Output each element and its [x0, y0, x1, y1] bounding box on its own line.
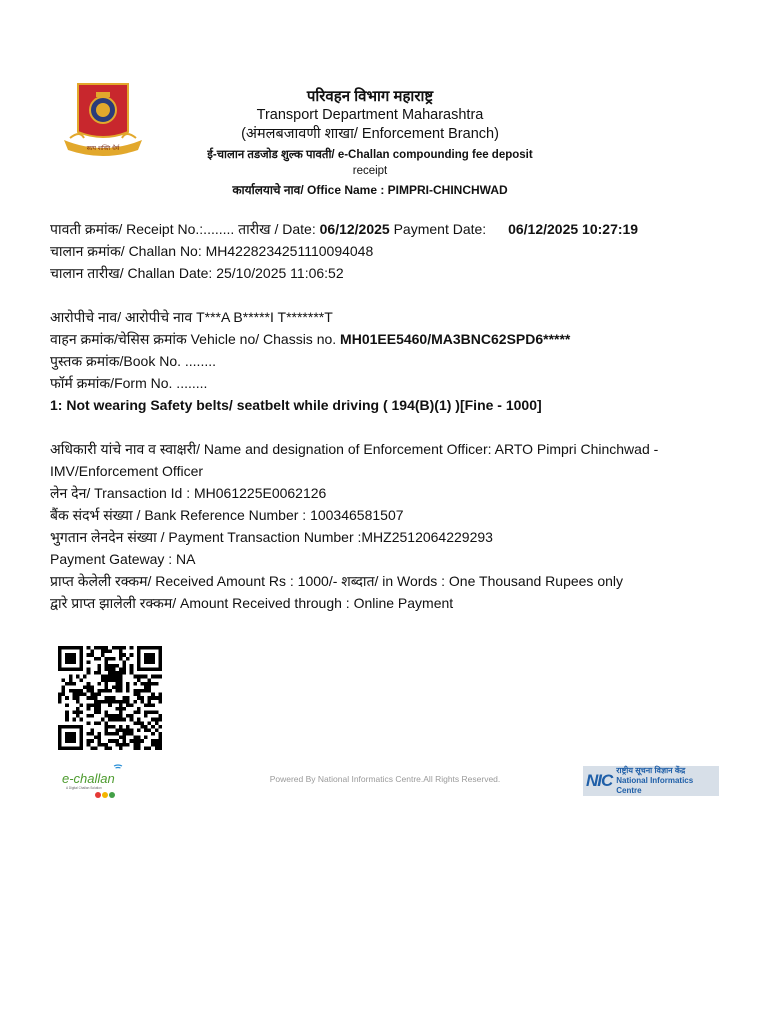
department-title-marathi: परिवहन विभाग महाराष्ट्र: [306, 88, 434, 105]
vehicle-label: वाहन क्रमांक/चेसिस क्रमांक Vehicle no/ Chassis no.: [50, 331, 337, 347]
transaction-id: लेन देन/ Transaction Id : MH061225E0062126: [50, 485, 327, 501]
payment-date-label: Payment Date:: [393, 221, 487, 237]
offence-detail: 1: Not wearing Safety belts/ seatbelt while driving ( 194(B)(1) )[Fine - 1000]: [50, 397, 542, 413]
nic-hindi-name: राष्ट्रीय सूचना विज्ञान केंद्र: [616, 766, 686, 775]
receipt-title-line2: receipt: [352, 165, 388, 177]
qr-code: [58, 646, 162, 750]
branch-title: (अंमलबजावणी शाखा/ Enforcement Branch): [241, 126, 499, 142]
office-name: कार्यालयाचे नाव/ Office Name : PIMPRI-CHINCHWAD: [232, 183, 508, 197]
book-number: पुस्तक क्रमांक/Book No. ........: [50, 353, 217, 369]
department-title-english: Transport Department Maharashtra: [256, 107, 484, 123]
payment-transaction-number: भुगतान लेनदेन संख्या / Payment Transaction Number :MHZ2512064229293: [50, 529, 493, 545]
vehicle-number: MH01EE5460/MA3BNC62SPD6*****: [340, 331, 571, 347]
echallan-logo-text: e-challan: [62, 771, 115, 786]
accused-name: आरोपीचे नाव/ आरोपीचे नाव T***A B*****I T*******T: [50, 309, 333, 325]
receipt-number-label: पावती क्रमांक/ Receipt No.:........ तारीख / Date:: [50, 221, 316, 237]
receipt-header: [170, 88, 570, 199]
form-number: फॉर्म क्रमांक/Form No. ........: [50, 375, 208, 391]
nic-mark-icon: NIC: [586, 771, 613, 790]
echallan-tagline: A Digital Challan Solution: [66, 786, 102, 790]
nic-logo: [583, 766, 719, 796]
payment-gateway: Payment Gateway : NA: [50, 551, 196, 567]
emblem-motto: सत्य शक्ति धैर्य: [86, 145, 120, 152]
echallan-logo-icon: [60, 764, 132, 800]
challan-date: चालान तारीख/ Challan Date: 25/10/2025 11:06:52: [50, 265, 344, 281]
challan-number: चालान क्रमांक/ Challan No: MH4228234251110094048: [50, 243, 374, 259]
receipt-date: 06/12/2025: [319, 221, 390, 237]
payment-date: 06/12/2025 10:27:19: [508, 221, 639, 237]
receipt-body: [50, 218, 720, 614]
officer-name-designation: अधिकारी यांचे नाव व स्वाक्षरी/ Name and designation of Enforcement Officer: ARTO Pimpri Chinchwad - IMV/Enforcement Officer: [50, 441, 659, 479]
vehicle-row: [50, 328, 720, 350]
receipt-title-line1: ई-चालान तडजोड शुल्क पावती/ e-Challan compounding fee deposit: [207, 149, 533, 161]
nic-english-name: National Informatics Centre: [616, 776, 694, 795]
powered-by-note: Powered By National Informatics Centre.All Rights Reserved.: [269, 774, 501, 784]
bank-reference-number: बैंक संदर्भ संख्या / Bank Reference Number : 100346581507: [50, 507, 404, 523]
received-amount: प्राप्त केलेली रक्कम/ Received Amount Rs : 1000/- शब्दात/ in Words : One Thousand Rupees only: [50, 573, 624, 589]
maharashtra-police-emblem-icon: [60, 80, 146, 160]
receipt-number-row: [50, 218, 720, 240]
received-through: द्वारे प्राप्त झालेली रक्कम/ Amount Received through : Online Payment: [50, 595, 454, 611]
